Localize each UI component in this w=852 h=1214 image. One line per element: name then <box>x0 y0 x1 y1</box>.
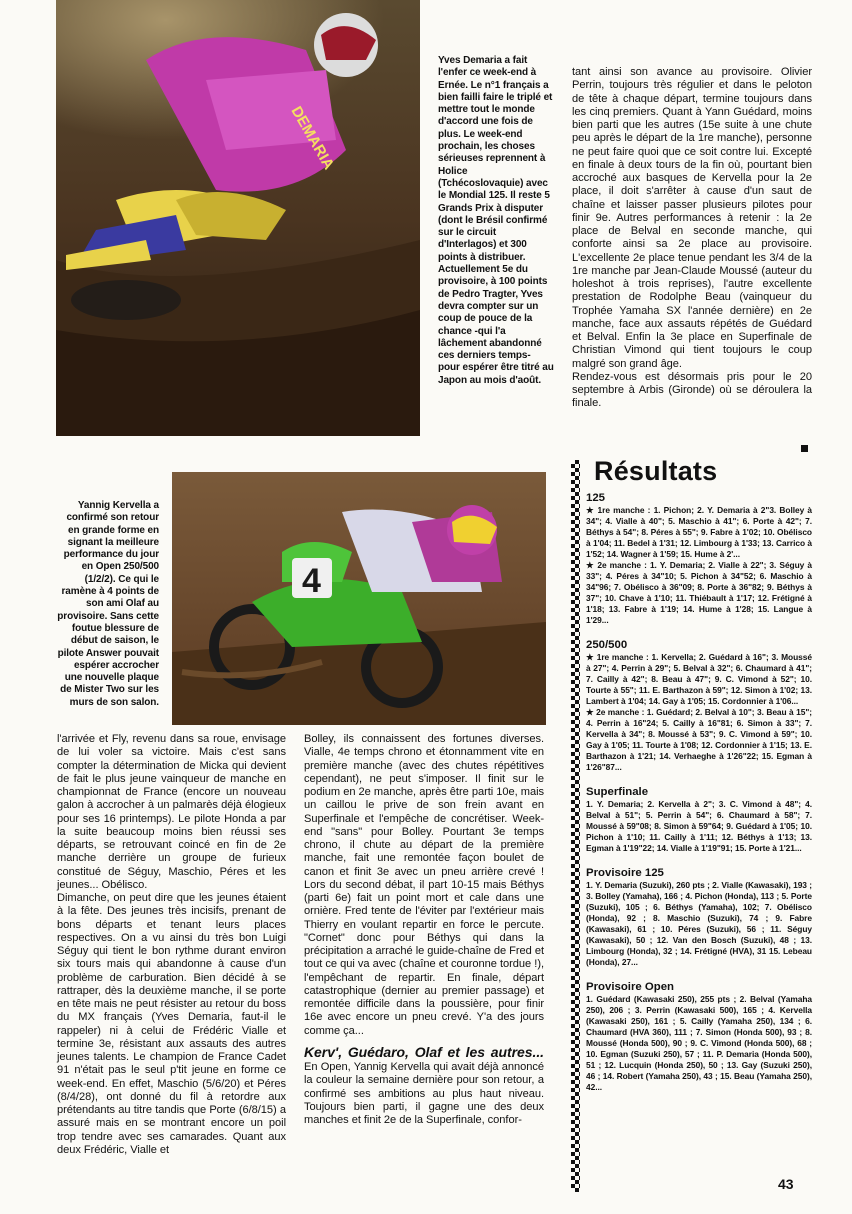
provisoire-open: 1. Guédard (Kawasaki 250), 255 pts ; 2. Belval (Yamaha 250), 206 ; 3. Perrin (Kawasaki 500), 165 ; 4. Kervella (Kawasaki 250), 161 ; 5. Cailly (Yamaha 250), 134 ; 6. Chaumard (HVA 360), 111 ; 7. Simon (Honda 500), 93 ; 8. Moussé (Honda 500), 90 ; 9. C. Vimond (Honda 500), 68 ; 10. Egman (Suzuki 250), 57 ; 11. P. Demaria (Honda 500), 51 ; 12. Lucquin (Honda 250), 50 ; 13. Gay (Suzuki 250), 46 ; 14. Robert (Yamaha 250), 43 ; 15. Beau (Yamaha 250), 42... <box>586 994 812 1092</box>
results-250-manche-1: ★ 1re manche : 1. Kervella; 2. Guédard à 16"; 3. Moussé à 27"; 4. Perrin à 29"; 5. Belval à 32"; 6. Chaumard à 41"; 7. Cailly à 42"; 8. Beau à 47"; 9. C. Vimond à 52"; 10. Tourte à 55"; 11. E. Barthazon à 59"; 12. Simon à 1'02; 13. Lambert à 1'04; 14. Gay à 1'05; 15. Cordonnier à 1'06... <box>586 652 812 706</box>
caption-demaria: Yves Demaria a fait l'enfer ce week-end à Ernée. Le n°1 français a bien failli faire le triplé et mettre tout le monde d'accord une fois de plus. Le week-end prochain, les choses sérieuses reprennent à Holice (Tchécoslovaquie) avec le Mondial 125. Il reste 5 Grands Prix à disputer (dont le Brésil confirmé sur le circuit d'Interlagos) et 300 points à distribuer. Actuellement 5e du provisoire, à 100 points de Pedro Tragter, Yves devra compter sur un coup de pouce de la chance -qui l'a lâchement abandonné ces derniers temps- pour espérer être titré au Japon au mois d'août. <box>438 55 554 386</box>
checkered-flag-border <box>571 460 580 1192</box>
article-right-column <box>572 66 812 411</box>
right-column-closing: Rendez-vous est désormais pris pour le 20 septembre à Arbis (Gironde) où se déroulera la finale. <box>572 370 812 410</box>
article-column-1 <box>57 733 286 1157</box>
right-column-text: tant ainsi son avance au provisoire. Olivier Perrin, toujours très régulier et dans le peloton de tête à chaque départ, termine toujours dans les cinq premiers. Quant à Yann Guédard, moins bien parti que les autres (15e suite à une chute peu après le départ de la 1re manche), personne ne peut faire quoi que ce soit contre lui. Excepté en finale à deux tours de la fin où, pourtant bien accroché aux basques de Kervella pour la 2e place, il doit s'arrêter à cause d'un saut de chaîne et laisser passer plusieurs pilotes pour finir 9e. Autres performances à retenir : la 2e place de Belval en seconde manche, qui conforte ainsi sa 2e place au provisoire. L'excellente 2e place tenue pendant les 3/4 de la 1re manche par Jean-Claude Moussé (auteur du holeshot à trois reprises), l'autre excellente prestation de Rodolphe Beau (vainqueur du Trophée Yamaha SX l'année dernière) en 2e manche, face aux assauts répétés de Guédard et Belval. Enfin la 3e place en Superfinale de Christian Vimond qui tient toujours le coup malgré son grand âge. <box>572 66 812 370</box>
photo1-bike-text: DEMARIA <box>287 103 338 173</box>
photo2-number: 4 <box>302 562 321 600</box>
article-column-2 <box>304 733 544 1127</box>
results-125-manche-2: ★ 2e manche : 1. Y. Demaria; 2. Vialle à 22"; 3. Séguy à 33"; 4. Péres à 34"10; 5. Pichon à 34"52; 6. Maschio à 34"96; 7. Obélisco à 36"09; 8. Porte à 36"82; 9. Béthys à 37"; 10. Chave à 1'10; 11. Thiébault à 1'17; 12. Frétigné à 1'18; 13. Fabre à 1'19; 14. Hume à 1'28; 15. Langue à 1'29... <box>586 560 812 625</box>
results-title: Résultats <box>594 456 718 486</box>
page-number: 43 <box>778 1176 794 1192</box>
results-superfinale: 1. Y. Demaria; 2. Kervella à 2"; 3. C. Vimond à 48"; 4. Belval à 51"; 5. Perrin à 54"; 6. Chaumard à 58"; 7. Moussé à 59"08; 8. Simon à 59"64; 9. Guédard à 1'05; 10. Pichon à 1'10; 11. Cailly à 1'11; 12. Béthys à 1'13; 13. Egman à 1'19"22; 14. Vialle à 1'19"91; 15. Porte à 1'21... <box>586 799 812 853</box>
provisoire-open-heading: Provisoire Open <box>586 981 674 993</box>
column-1-text-b: Dimanche, on peut dire que les jeunes étaient à la fête. Des jeunes très incisifs, prenant de bons départs et tenant leurs places respectives. On a vu ainsi du très bon Luigi Séguy qui tient le bon rythme durant environ six tours mais qui abandonne à cause d'un problème de carburation. Bien décidé à se rattraper, dès la deuxième manche, il se porte en tête mais ne peut résister au retour du boss du MX français (Yves Demaria, faut-il le rappeler) ni à celui de Frédéric Vialle et termine 3e, résistant aux assauts des autres jeunes talents. Le champion de France Cadet 91 n'était pas le seul p'tit jeune en forme ce week-end. En effet, Maschio (5/6/20) et Péres (8/4/28), ont donné du fil à retordre aux prétendants au titre tandis que Porte (6/8/15) a assuré mais en se montrant encore un poil trop tendre avec ses camarades. Quant aux deux Frédéric, Vialle et <box>57 892 286 1156</box>
column-1-text: l'arrivée et Fly, revenu dans sa roue, envisage de lui voler sa victoire. Mais c'est sans compter la détermination de Micka qui devient de fait le plus jeune vainqueur de manche en championnat de France (encore un nouveau galon à accrocher à un palmarès déjà élogieux pour ses 16 printemps). Le pilote Honda a par la suite beaucoup moins bien réussi ses départs, se retrouvant coincé en fin de 2e manche derrière un groupe de furieux constitué de Séguy, Maschio, Péres et les jeunes... Obélisco. <box>57 733 286 891</box>
section-heading: Kerv', Guédaro, Olaf et les autres... <box>304 1043 544 1060</box>
results-superfinale-heading: Superfinale <box>586 786 649 798</box>
column-2-text-b: En Open, Yannig Kervella qui avait déjà annoncé la couleur la semaine dernière pour son retour, a confirmé ses ambitions au plus haut niveau. Toujours bien parti, il gagne une des deux manches et finit 2e de la Superfinale, confor- <box>304 1061 544 1126</box>
provisoire-125: 1. Y. Demaria (Suzuki), 260 pts ; 2. Vialle (Kawasaki), 193 ; 3. Bolley (Yamaha), 166 ; 4. Pichon (Honda), 113 ; 5. Porte (Suzuki), 105 ; 6. Béthys (Yamaha), 102; 7. Obélisco (Honda), 92 ; 8. Maschio (Suzuki), 74 ; 9. Fabre (Kawasaki), 61 ; 10. Péres (Suzuki), 56 ; 11. Séguy (Kawasaki), 50 ; 12. Van den Bosch (Suzuki), 48 ; 13. Limbourg (Honda), 32 ; 14. Frétigné (HVA), 31 15. Lebeau (Honda), 27... <box>586 880 812 967</box>
column-2-text: Bolley, ils connaissent des fortunes diverses. Vialle, 4e temps chrono et étonnamment vite en première manche (avec des chutes répétitives cependant), ne peut s'imposer. Il finit sur le podium en 2e manche, après être parti 10e, mais un caillou le prive de son frein avant en Superfinale et l'empêche de concrétiser. Week-end "sans" pour Bolley. Pourtant 3e temps chrono, il chute au départ de la première manche, fait une remontée façon boulet de canon et finit 3e avec un pneu arrière crevé ! Lors du second débat, il part 10-15 mais Béthys (parti 6e) fait un point mort et cale dans une ornière. Fred tente de l'éviter par l'extérieur mais Thierry en voulant repartir en force le percute. "Cornet" donc pour Béthys qui dans la précipitation a arraché le guide-chaîne de Fred et tout ce qui va avec (chaîne et couronne tordue !), l'empêchant de repartir. En finale, départ catastrophique (dernier au premier passage) et remontée difficile dans la poussière, pour finir 16e avec encore un pneu crevé. Y'a des jours comme ça... <box>304 733 544 1037</box>
provisoire-125-heading: Provisoire 125 <box>586 867 664 879</box>
results-250-manche-2: ★ 2e manche : 1. Guédard; 2. Belval à 10"; 3. Beau à 15"; 4. Perrin à 16"24; 5. Cailly à 16"81; 6. Simon à 33"; 7. Kervella à 34"; 8. Moussé à 53"; 9. C. Vimond à 59"; 10. Gay à 1'05; 11. Tourte à 1'08; 12. Cordonnier à 1'15; 13. E. Barthazon à 1'21; 14. Verhaeghe à 1'26"22; 15. Egman à 1'26"87... <box>586 707 812 772</box>
results-125-manche-1: ★ 1re manche : 1. Pichon; 2. Y. Demaria à 2"3. Bolley à 34"; 4. Vialle à 40"; 5. Maschio à 41"; 6. Porte à 42"; 7. Béthys à 54"; 8. Péres à 55"; 9. Fabre à 1'02; 10. Obélisco à 1'04; 11. Bedel à 1'31; 12. Limbourg à 1'33; 13. Carrico à 1'52; 14. Wagner à 1'59; 15. Hume à 2'... <box>586 505 812 559</box>
caption-kervella: Yannig Kervella a confirmé son retour en grande forme en signant la meilleure performance du jour en Open 250/500 (1/2/2). Ce qui le ramène à 4 points de son ami Olaf au provisoire. Sans cette foutue blessure de début de saison, le pilote Answer pouvait espérer accrocher une nouvelle plaque de Mister Two sur les murs de son salon. <box>57 500 159 708</box>
results-125-heading: 125 <box>586 492 606 504</box>
results-box <box>586 455 812 1093</box>
photo-demaria <box>56 0 420 436</box>
results-250-heading: 250/500 <box>586 639 628 651</box>
end-mark <box>801 445 808 452</box>
photo-kervella <box>172 472 546 725</box>
